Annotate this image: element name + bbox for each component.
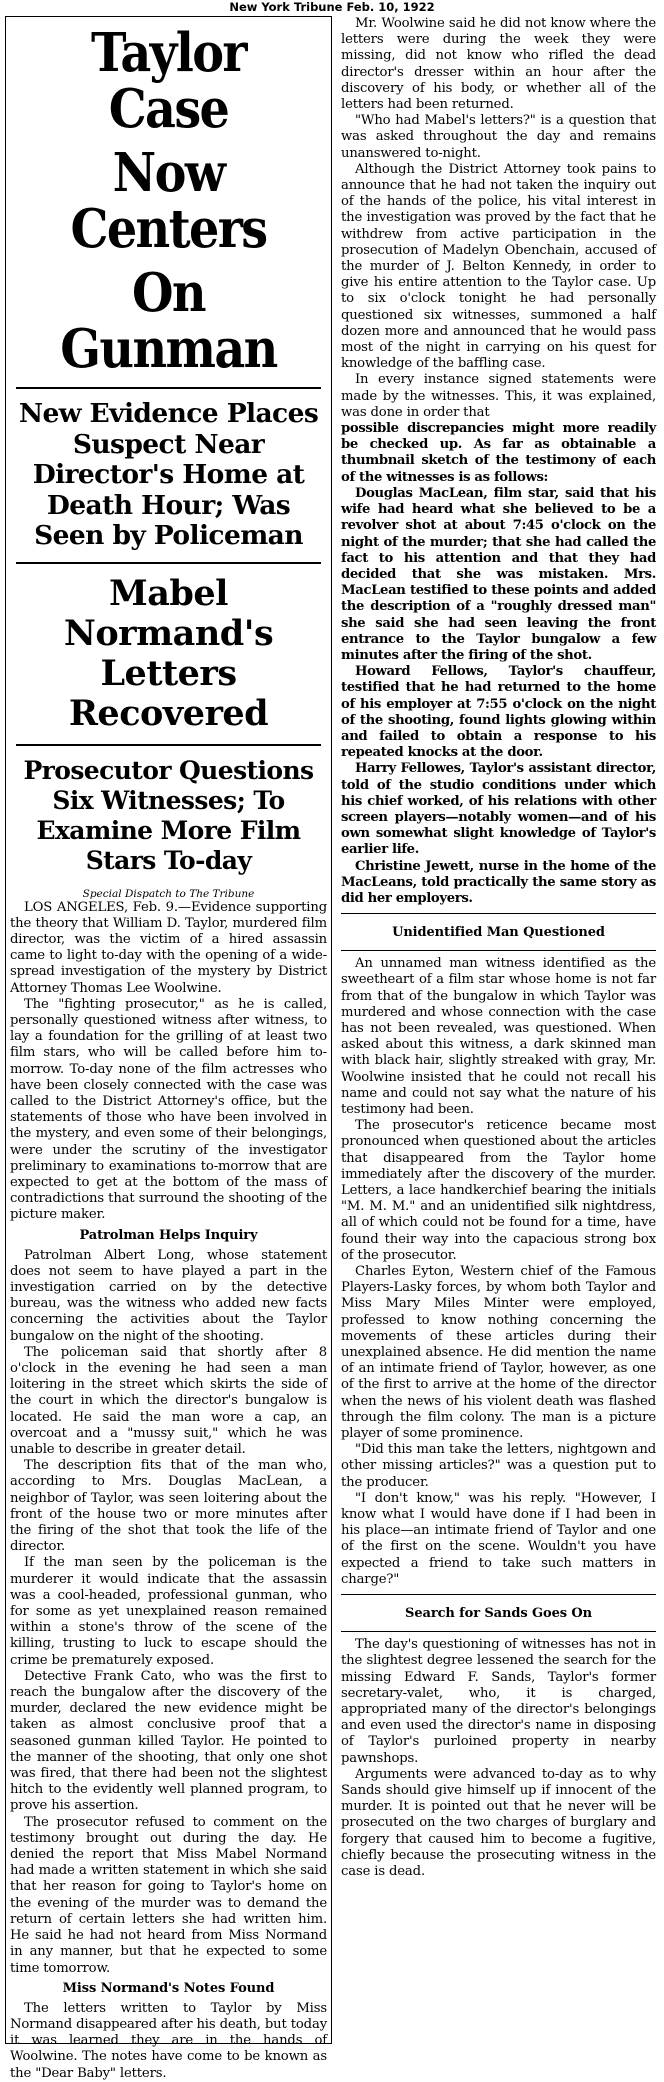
deck-evidence: New Evidence Places Suspect Near Director's Home at Death Hour; Was Seen by Policeman	[18, 398, 319, 551]
headline-line-3: On Gunman	[60, 262, 277, 380]
article-paragraph: "Did this man take the letters, nightgown and other missing articles?" was a question put to the producer.	[341, 1442, 656, 1490]
article-paragraph: Patrolman Albert Long, whose statement does not seem to have played a part in the investigation carried on by the detective bureau, was the witness who added new facts concerning the activities about the Taylor bungalow on the night of the shooting.	[10, 1247, 327, 1344]
article-paragraph: Arguments were advanced to-day as to why Sands should give himself up if innocent of the murder. It is pointed out that he never will be prosecuted on the two charges of burglary and forgery that caused him to become a fugitive, chiefly because the prosecuting witness in the case is dead.	[341, 1766, 656, 1879]
article-paragraph: The "fighting prosecutor," as he is called, personally questioned witness after witness, to lay a foundation for the grilling of at least two film stars, who will be called before him to-morrow. To-day none of the film actresses who have been closely connected with the case was called to the District Attorney's office, but the statements of those who have been involved in the mystery, and even some of their belongings, were under the scrutiny of the investigator preliminary to examinations to-morrow that are expected to get at the bottom of the mass of contradictions that surround the shooting of the picture maker.	[10, 996, 327, 1223]
left-column	[5, 16, 332, 2081]
article-paragraph: Harry Fellowes, Taylor's assistant director, told of the studio conditions under which his chief worked, of his relations with other screen players—notably women—and of his own somewhat slight knowledge of Taylor's earlier life.	[341, 761, 656, 858]
article-paragraph: The policeman said that shortly after 8 o'clock in the evening he had seen a man loitering in the street which skirts the side of the court in which the director's bungalow is located. He said the man wore a cap, an overcoat and a "mussy suit," which he was unable to describe in greater detail.	[10, 1344, 327, 1457]
article-paragraph: The prosecutor's reticence became most pronounced when questioned about the articles that disappeared from the Taylor home immediately after the discovery of the murder. Letters, a lace handkerchief bearing the initials "M. M. M." and an unidentified silk nightdress, all of which could not be found for a time, have found their way into the capacious strong box of the prosecutor.	[341, 1118, 656, 1263]
article-paragraph: If the man seen by the policeman is the murderer it would indicate that the assassin was a cool-headed, professional gunman, who for some as yet unexplained reason remained within a stone's throw of the scene of the killing, trusting to luck to escape should the crime be prematurely exposed.	[10, 1555, 327, 1668]
article-paragraph: LOS ANGELES, Feb. 9.—Evidence supporting the theory that William D. Taylor, murdered film director, was the victim of a hired assassin came to light to-day with the opening of a wide-spread investigation of the mystery by District Attorney Thomas Lee Woolwine.	[10, 899, 327, 996]
article-paragraph: Mr. Woolwine said he did not know where the letters were during the week they were missing, did not know who rifled the dead director's dresser within an hour after the discovery of his body, or whether all of the letters had been returned.	[341, 16, 656, 113]
subhead-unidentified-man: Unidentified Man Questioned	[392, 925, 605, 941]
subhead-patrolman: Patrolman Helps Inquiry	[79, 1227, 258, 1243]
article-paragraph: In every instance signed statements were made by the witnesses. This, it was explained, was done in order that	[341, 372, 656, 420]
article-paragraph: The prosecutor refused to comment on the testimony brought out during the day. He denied the report that Miss Mabel Normand had made a written statement in which she said that her reason for going to Taylor's home on the evening of the murder was to demand the return of certain letters she had written him. He said he had not heard from Miss Normand in any manner, but that he expected to some time tomorrow.	[10, 1814, 327, 1976]
article-paragraph: Although the District Attorney took pains to announce that he had not taken the inquiry out of the hands of the police, his vital interest in the investigation was proved by the fact that he withdrew from active participation in the prosecution of Madelyn Obenchain, accused of the murder of J. Belton Kennedy, in order to give his entire attention to the Taylor case. Up to six o'clock tonight he had personally questioned six witnesses, summoned a half dozen more and announced that he would pass most of the night in carrying on his quest for knowledge of the baffling case.	[341, 161, 656, 372]
article-paragraph: Detective Frank Cato, who was the first to reach the bungalow after the discovery of the murder, declared the new evidence might be taken as almost conclusive proof that a seasoned gunman killed Taylor. He pointed to the manner of the shooting, that only one shot was fired, that there had been not the slightest hitch to the evidently well planned program, to prove his assertion.	[10, 1668, 327, 1814]
subhead-sands-search: Search for Sands Goes On	[405, 1606, 592, 1622]
article-paragraph: The day's questioning of witnesses has not in the slightest degree lessened the search for the missing Edward F. Sands, Taylor's former secretary-valet, who, it is charged, appropriated many of the director's belongings and even used the director's name in disposing of Taylor's purloined property in nearby pawnshops.	[341, 1637, 656, 1766]
article-paragraph: possible discrepancies might more readily be checked up. As far as obtainable a thumbnail sketch of the testimony of each of the witnesses is as follows:	[341, 421, 656, 485]
deck-divider-1	[16, 562, 321, 564]
byline: Special Dispatch to The Tribune	[82, 887, 255, 900]
witness-statements	[341, 421, 656, 907]
masthead: New York Tribune Feb. 10, 1922	[229, 0, 435, 14]
headline-line-1: Taylor Case	[91, 22, 246, 140]
article-body-left-2	[10, 1248, 327, 1977]
subhead-normand-notes: Miss Normand's Notes Found	[62, 1980, 275, 1996]
deck-divider-2	[16, 744, 321, 746]
article-paragraph: An unnamed man witness identified as the sweetheart of a film star whose home is not far from that of the bungalow in which Taylor was murdered and whose connection with the case has not been revealed, was questioned. When asked about this witness, a dark skinned man with black hair, slightly streaked with gray, Mr. Woolwine insisted that he could not recall his name and could not say what the nature of his testimony had been.	[341, 956, 656, 1117]
article-body-right-1	[341, 16, 656, 421]
headline-divider	[16, 387, 321, 389]
article-paragraph: The description fits that of the man who, according to Mrs. Douglas MacLean, a neighbor of Taylor, was seen loitering about the front of the house two or more minutes after the firing of the shot that took the life of the director.	[10, 1458, 327, 1555]
article-paragraph: "Who had Mabel's letters?" is a question that was asked throughout the day and remains unanswered to-night.	[341, 113, 656, 161]
article-paragraph: "I don't know," was his reply. "However, I know what I would have done if I had been in his place—an intimate friend of Taylor and one of the first on the scene. Wouldn't you have expected a friend to take such matters in charge?"	[341, 1490, 656, 1587]
article-paragraph: Douglas MacLean, film star, said that his wife had heard what she believed to be a revolver shot at about 7:45 o'clock on the night of the murder; that she had called the fact to his attention and that they had decided that she was mistaken. Mrs. MacLean testified to these points and added the description of a "roughly dressed man" she said she had seen leaving the front entrance to the Taylor bungalow a few minutes after the firing of the shot.	[341, 485, 656, 663]
main-headline	[10, 22, 327, 380]
article-body-left-3	[10, 2001, 327, 2082]
right-column	[338, 16, 659, 2044]
article-paragraph: Howard Fellows, Taylor's chauffeur, testified that he had returned to the home of his employer at 7:55 o'clock on the night of the shooting, found lights glowing within and failed to obtain a response to his repeated knocks at the door.	[341, 664, 656, 761]
deck-letters: Mabel Normand's Letters Recovered	[63, 572, 274, 734]
deck-witnesses: Prosecutor Questions Six Witnesses; To Examine More Film Stars To-day	[23, 755, 314, 875]
article-paragraph: Charles Eyton, Western chief of the Famous Players-Lasky forces, by whom both Taylor and Miss Mary Miles Minter were employed, professed to know nothing concerning the movements of these articles during their unexplained absence. He did mention the name of an intimate friend of Taylor, however, as one of the first to arrive at the home of the director when the news of his violent death was flashed through the film colony. The man is a picture player of some prominence.	[341, 1264, 656, 1442]
article-body-right-3	[341, 1637, 656, 1880]
article-body-right-2	[341, 956, 656, 1588]
article-paragraph: Christine Jewett, nurse in the home of the MacLeans, told practically the same story as did her employers.	[341, 858, 656, 906]
headline-line-2: Now Centers	[70, 142, 267, 260]
article-paragraph: The letters written to Taylor by Miss Normand disappeared after his death, but today it was learned they are in the hands of Woolwine. The notes have come to be known as the "Dear Baby" letters.	[10, 2000, 327, 2081]
article-body-left-1	[10, 900, 327, 1224]
